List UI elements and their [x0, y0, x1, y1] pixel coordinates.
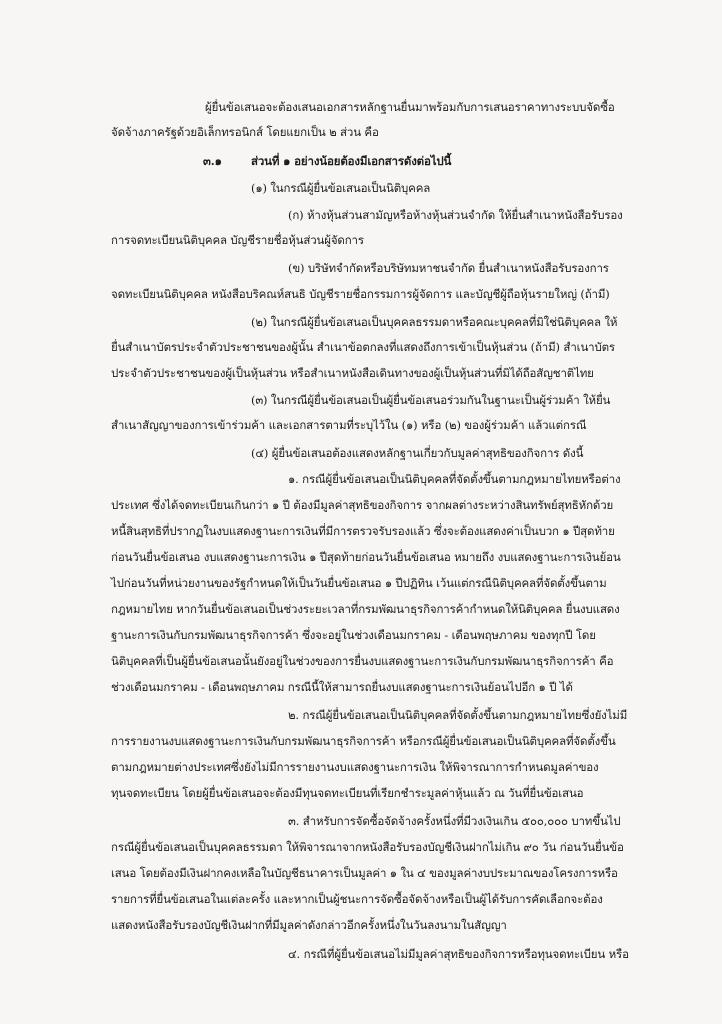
intro-line-1: ผู้ยื่นข้อเสนอจะต้องเสนอเอกสารหลักฐานยื่นมาพร้อมกับการเสนอราคาทางระบบจัดซื้อ — [205, 100, 615, 114]
item-1a-line-1: (ก) ห้างหุ้นส่วนสามัญหรือห้างหุ้นส่วนจำกัด ให้ยื่นสำเนาหนังสือรับรอง — [288, 208, 623, 222]
section-heading: ส่วนที่ ๑ อย่างน้อยต้องมีเอกสารดังต่อไปนี้ — [251, 154, 452, 168]
para-1-line-5: ไปก่อนวันที่หน่วยงานของรัฐกำหนดให้เป็นวันยื่นข้อเสนอ ๑ ปีปฏิทิน เว้นแต่กรณีนิติบุคคลที่จัดตั้งขึ้นตาม — [111, 576, 607, 590]
para-2-line-3: ตามกฎหมายต่างประเทศซึ่งยังไม่มีการรายงานงบแสดงฐานะการเงิน ให้พิจารณาการกำหนดมูลค่าของ — [111, 760, 599, 774]
item-2-line-3: ประจำตัวประชาชนของผู้เป็นหุ้นส่วน หรือสำเนาหนังสือเดินทางของผู้เป็นหุ้นส่วนที่มิได้ถือสัญชาติไทย — [111, 366, 594, 380]
para-1-line-7: ฐานะการเงินกับกรมพัฒนาธุรกิจการค้า ซึ่งจะอยู่ในช่วงเดือนมกราคม - เดือนพฤษภาคม ของทุกปี โดย — [111, 628, 596, 642]
para-1-line-3: หนี้สินสุทธิที่ปรากฏในงบแสดงฐานะการเงินที่มีการตรวจรับรองแล้ว ซึ่งจะต้องแสดงค่าเป็นบวก ๑ ปีสุดท้าย — [111, 524, 615, 538]
item-1b-line-2: จดทะเบียนนิติบุคคล หนังสือบริคณห์สนธิ บัญชีรายชื่อกรรมการผู้จัดการ และบัญชีผู้ถือหุ้นรายใหญ่ (ถ้ามี) — [111, 287, 610, 301]
para-1-line-1: ๑. กรณีผู้ยื่นข้อเสนอเป็นนิติบุคคลที่จัดตั้งขึ้นตามกฎหมายไทยหรือต่าง — [288, 472, 621, 486]
intro-line-2: จัดจ้างภาครัฐด้วยอิเล็กทรอนิกส์ โดยแยกเป็น ๒ ส่วน คือ — [111, 125, 379, 139]
item-1a-line-2: การจดทะเบียนนิติบุคคล บัญชีรายชื่อหุ้นส่วนผู้จัดการ — [111, 233, 364, 247]
para-2-line-2: การรายงานงบแสดงฐานะการเงินกับกรมพัฒนาธุรกิจการค้า หรือกรณีผู้ยื่นข้อเสนอเป็นนิติบุคคลที่จัดตั้งขึ้น — [111, 734, 616, 748]
para-3-line-5: แสดงหนังสือรับรองบัญชีเงินฝากที่มีมูลค่าดังกล่าวอีกครั้งหนึ่งในวันลงนามในสัญญา — [111, 918, 507, 932]
item-3-line-2: สำเนาสัญญาของการเข้าร่วมค้า และเอกสารตามที่ระบุไว้ใน (๑) หรือ (๒) ของผู้ร่วมค้า แล้วแต่กรณี — [111, 418, 587, 432]
para-3-line-1: ๓. สำหรับการจัดซื้อจัดจ้างครั้งหนึ่งที่มีวงเงินเกิน ๕๐๐,๐๐๐ บาทขึ้นไป — [288, 814, 621, 828]
para-1-line-9: ช่วงเดือนมกราคม - เดือนพฤษภาคม กรณีนี้ให้สามารถยื่นงบแสดงฐานะการเงินย้อนไปอีก ๑ ปี ได้ — [111, 680, 573, 694]
para-1-line-4: ก่อนวันยื่นข้อเสนอ งบแสดงฐานะการเงิน ๑ ปีสุดท้ายก่อนวันยื่นข้อเสนอ หมายถึง งบแสดงฐานะการเงินย้อน — [111, 550, 621, 564]
para-1-line-8: นิติบุคคลที่เป็นผู้ยื่นข้อเสนอนั้นยังอยู่ในช่วงของการยื่นงบแสดงฐานะการเงินกับกรมพัฒนาธุรกิจการค้า คือ — [111, 654, 614, 668]
para-3-line-4: รายการที่ยื่นข้อเสนอในแต่ละครั้ง และหากเป็นผู้ชนะการจัดซื้อจัดจ้างหรือเป็นผู้ได้รับการคัดเลือกจะต้อง — [111, 892, 603, 906]
para-1-line-2: ประเทศ ซึ่งได้จดทะเบียนเกินกว่า ๑ ปี ต้องมีมูลค่าสุทธิของกิจการ จากผลต่างระหว่างสินทรัพย์สุทธิหักด้วย — [111, 498, 614, 512]
para-4-line-1: ๔. กรณีที่ผู้ยื่นข้อเสนอไม่มีมูลค่าสุทธิของกิจการหรือทุนจดทะเบียน หรือ — [288, 947, 629, 961]
item-4-line-1: (๔) ผู้ยื่นข้อเสนอต้องแสดงหลักฐานเกี่ยวกับมูลค่าสุทธิของกิจการ ดังนี้ — [251, 446, 584, 460]
para-2-line-4: ทุนจดทะเบียน โดยผู้ยื่นข้อเสนอจะต้องมีทุนจดทะเบียนที่เรียกชำระมูลค่าหุ้นแล้ว ณ วันที่ยื่นข้อเสนอ — [111, 786, 584, 800]
item-2-line-2: ยื่นสำเนาบัตรประจำตัวประชาชนของผู้นั้น สำเนาข้อตกลงที่แสดงถึงการเข้าเป็นหุ้นส่วน (ถ้ามี) สำเนาบัตร — [111, 340, 615, 354]
item-1b-line-1: (ข) บริษัทจำกัดหรือบริษัทมหาชนจำกัด ยื่นสำเนาหนังสือรับรองการ — [288, 261, 609, 275]
para-3-line-2: กรณีผู้ยื่นข้อเสนอเป็นบุคคลธรรมดา ให้พิจารณาจากหนังสือรับรองบัญชีเงินฝากไม่เกิน ๙๐ วัน ก่อนวันยื่นข้อ — [111, 840, 624, 854]
item-1: (๑) ในกรณีผู้ยื่นข้อเสนอเป็นนิติบุคคล — [251, 181, 431, 195]
para-1-line-6: กฎหมายไทย หากวันยื่นข้อเสนอเป็นช่วงระยะเวลาที่กรมพัฒนาธุรกิจการค้ากำหนดให้นิติบุคคล ยื่นงบแสดง — [111, 602, 620, 616]
para-2-line-1: ๒. กรณีผู้ยื่นข้อเสนอเป็นนิติบุคคลที่จัดตั้งขึ้นตามกฎหมายไทยซึ่งยังไม่มี — [288, 708, 628, 722]
item-2-line-1: (๒) ในกรณีผู้ยื่นข้อเสนอเป็นบุคคลธรรมดาหรือคณะบุคคลที่มิใช่นิติบุคคล ให้ — [251, 315, 618, 329]
para-3-line-3: เสนอ โดยต้องมีเงินฝากคงเหลือในบัญชีธนาคารเป็นมูลค่า ๑ ใน ๔ ของมูลค่างบประมาณของโครงการหรือ — [111, 866, 618, 880]
section-number: ๓.๑ — [203, 154, 222, 168]
item-3-line-1: (๓) ในกรณีผู้ยื่นข้อเสนอเป็นผู้ยื่นข้อเสนอร่วมกันในฐานะเป็นผู้ร่วมค้า ให้ยื่น — [251, 393, 611, 407]
